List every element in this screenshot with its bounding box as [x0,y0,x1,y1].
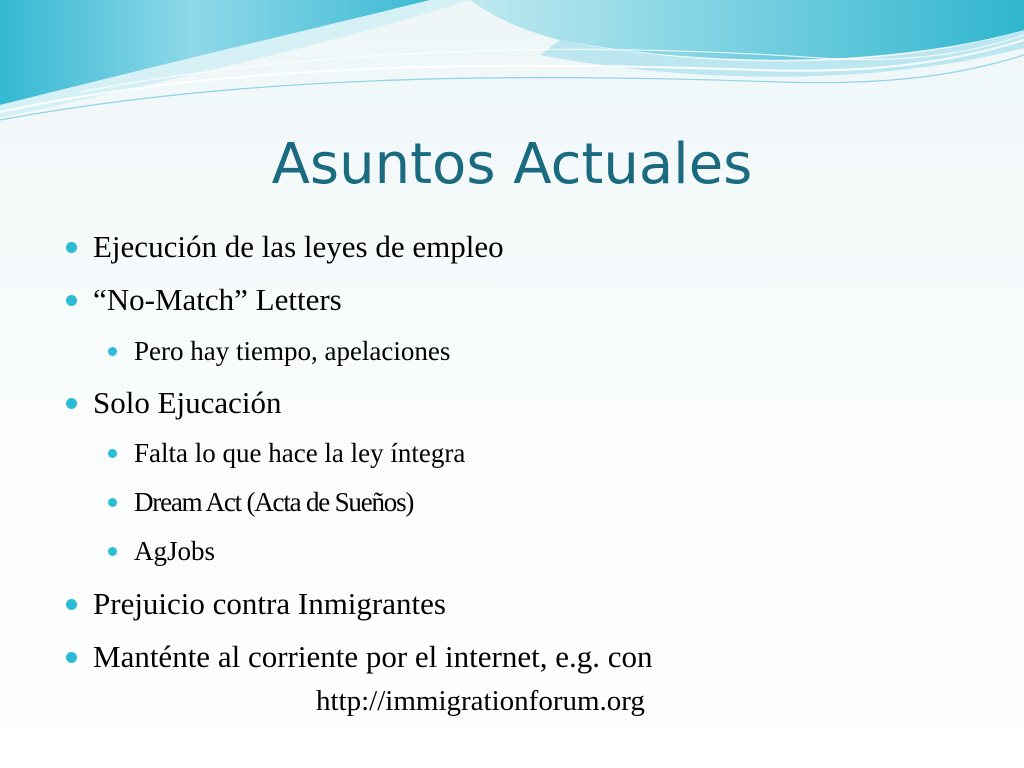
reference-url[interactable]: http://immigrationforum.org [316,685,645,717]
sub-bullet-text: Dream Act (Acta de Sueños) [134,487,414,517]
slide-title: Asuntos Actuales [271,132,753,197]
bullet-text: Prejuicio contra Inmigrantes [93,586,446,621]
bullet-item [93,586,446,622]
sub-bullet-item [134,535,215,567]
bullet-text: Solo Ejucación [93,385,282,420]
sub-bullet-text: AgJobs [134,536,216,566]
bullet-dot-icon [108,547,117,556]
bullet-dot-icon [108,347,117,356]
sub-bullet-item [134,486,413,518]
bullet-dot-icon [66,599,77,610]
bullet-item [93,229,504,265]
sub-bullet-item [134,335,450,367]
sub-bullet-text: Pero hay tiempo, apelaciones [134,336,451,366]
bullet-item [93,639,652,675]
bullet-text: Manténte al corriente por el internet, e.g. con [93,639,653,674]
sub-bullet-item [134,437,465,469]
bullet-dot-icon [66,295,77,306]
bullet-dot-icon [66,398,77,409]
bullet-item [93,385,282,421]
bullet-item [93,282,342,318]
sub-bullet-text: Falta lo que hace la ley íntegra [134,438,466,468]
bullet-dot-icon [108,449,117,458]
bullet-text: “No-Match” Letters [93,282,342,317]
bullet-text: Ejecución de las leyes de empleo [93,229,504,264]
bullet-dot-icon [108,498,117,507]
bullet-dot-icon [66,652,77,663]
bullet-dot-icon [66,242,77,253]
